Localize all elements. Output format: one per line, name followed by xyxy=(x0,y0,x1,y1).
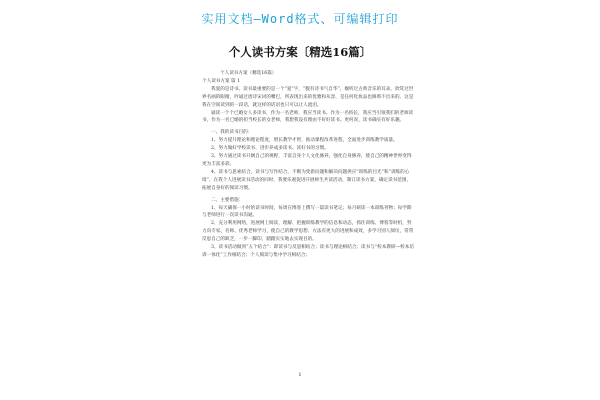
heading-measures: 二、主要措施： xyxy=(211,197,244,203)
heading-goals: 一、我的读书目的： xyxy=(211,130,253,136)
list-item: 4、读书与思索结合，读书与写作结合，不断为变新问题和解决问题供应“训练的目光”和“训练的心境”，在我个人进展读书活动的同时，我要乐观促进开展师生共读活动，制订读书方案，确定读书范围，拓展自身好的阅读习惯。 xyxy=(202,169,412,191)
list-item: 2、努力做好学校读书，进步养成多读书、读好书的习惯。 xyxy=(211,146,329,152)
document-body xyxy=(202,70,414,260)
list-item: 2、充分利用网络，进展网上阅读，理解、把握训练教学的信息和动态，抓住训练、博客等时机，努力向专家、名师、优秀老师学习，使自己的教学思想、方法有更大的进展和成效，多学习别人阅历，常常反思自己的缺乏，一步一脚印，踏踏实实地去实现目的。 xyxy=(202,221,414,243)
list-item: 3、努力通过读书开阔自己的视野，丰富自身个人文化修养，强化自身修养，使自己的精神世界变得更为丰富多彩。 xyxy=(202,154,412,167)
document-title: 个人读书方案〔精选16篇〕 xyxy=(228,45,372,59)
list-item: 3、读书活动做到“五个结合”：即读书与反思相结合；读书与理论相结合；读书与“校本教研—校本培训一体化”工作相结合；个人阅读与集中学习相结合； xyxy=(202,245,414,258)
section-heading: 个人读书方案 篇 1 xyxy=(202,78,241,84)
list-item: 1、努力提升理论和理论程度，增长教学才智，推动课程改革进程，全面进步训练教学质量。 xyxy=(211,138,398,144)
list-item: 1、每天确保一小时的读书时间，每周在博客上撰写一篇读书笔记；每月研读一本训练刊物；每学期与老师进行一次读书沟通。 xyxy=(202,205,412,219)
page-number: 1 xyxy=(298,372,302,378)
paragraph: 诵读一个个已婚女人多读书，作为一名老师，我应当读书。作为一名校长，我应当引领我们的老师读书，作为一名已婚的担当校长的女老师，我想我没有理由不好好读书。更何况，读书确实有好乐趣。 xyxy=(202,110,414,124)
document-banner: 实用文档—Word格式、可编辑打印 xyxy=(201,12,399,26)
document-subtitle: 个人读书方案（精选16篇） xyxy=(220,71,277,76)
paragraph: 我爱的是诗书。读书最重要的是一个“爱”字，“腹有诗书气自华”，倾听过古典音乐的耳朵，欣赏过世界名画的眼睛，吟诵过唐诗宋词的嘴巴，所表现出来的优雅和从容，是任何化妆品也修饰不出来的。这是我在空间读到的一段话，就这样的话语也只可以让人流泪。 xyxy=(202,86,414,108)
